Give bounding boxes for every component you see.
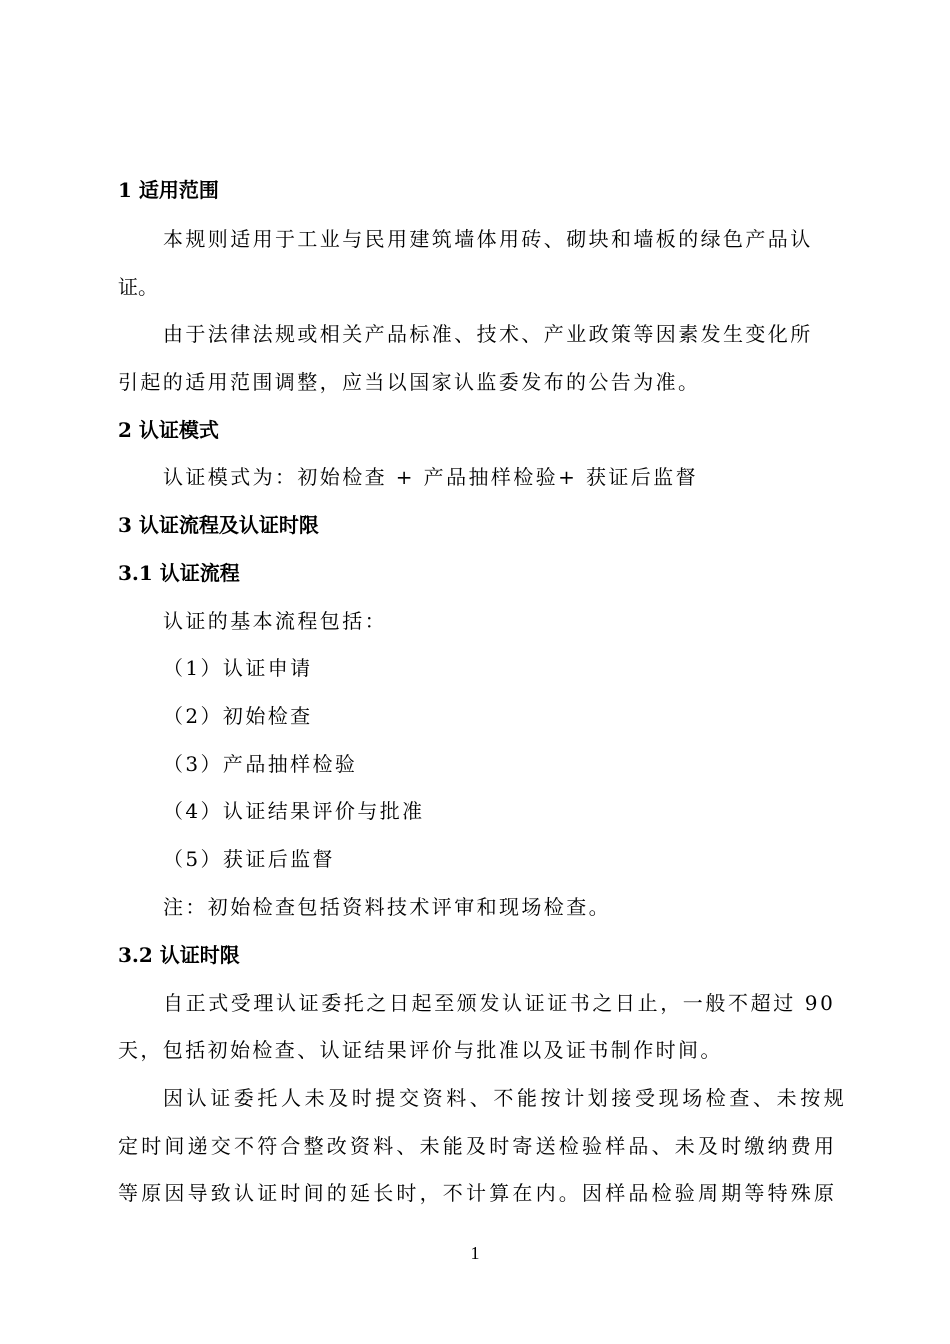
process-step-3: （3）产品抽样检验 <box>163 752 358 776</box>
section-3-2-heading: 3.2 认证时限 <box>118 943 240 967</box>
page-number: 1 <box>470 1243 480 1263</box>
process-note: 注：初始检查包括资料技术评审和现场检查。 <box>163 895 611 919</box>
delay-paragraph-line-2: 定时间递交不符合整改资料、未能及时寄送检验样品、未及时缴纳费用 <box>118 1134 838 1158</box>
process-step-2: （2）初始检查 <box>163 704 313 728</box>
time-limit-paragraph-line-2: 天，包括初始检查、认证结果评价与批准以及证书制作时间。 <box>118 1038 723 1062</box>
delay-paragraph-line-1: 因认证委托人未及时提交资料、不能按计划接受现场检查、未按规 <box>163 1086 848 1110</box>
time-limit-paragraph-line-1: 自正式受理认证委托之日起至颁发认证证书之日止，一般不超过 90 <box>163 991 836 1015</box>
scope-adjust-paragraph-line-2: 引起的适用范围调整，应当以国家认监委发布的公告为准。 <box>118 370 701 394</box>
process-step-4: （4）认证结果评价与批准 <box>163 799 425 823</box>
section-3-1-heading: 3.1 认证流程 <box>118 561 240 585</box>
process-step-1: （1）认证申请 <box>163 656 313 680</box>
scope-paragraph-line-2: 证。 <box>118 275 158 299</box>
section-2-heading: 2 认证模式 <box>118 418 219 442</box>
process-step-5: （5）获证后监督 <box>163 847 335 871</box>
process-intro: 认证的基本流程包括： <box>163 609 387 633</box>
scope-paragraph-line-1: 本规则适用于工业与民用建筑墙体用砖、砌块和墙板的绿色产品认 <box>163 227 813 251</box>
section-1-heading: 1 适用范围 <box>118 178 219 202</box>
certification-mode-text: 认证模式为：初始检查 + 产品抽样检验+ 获证后监督 <box>163 465 698 489</box>
delay-paragraph-line-3: 等原因导致认证时间的延长时，不计算在内。因样品检验周期等特殊原 <box>118 1181 838 1205</box>
section-3-heading: 3 认证流程及认证时限 <box>118 513 319 537</box>
scope-adjust-paragraph-line-1: 由于法律法规或相关产品标准、技术、产业政策等因素发生变化所 <box>163 322 813 346</box>
